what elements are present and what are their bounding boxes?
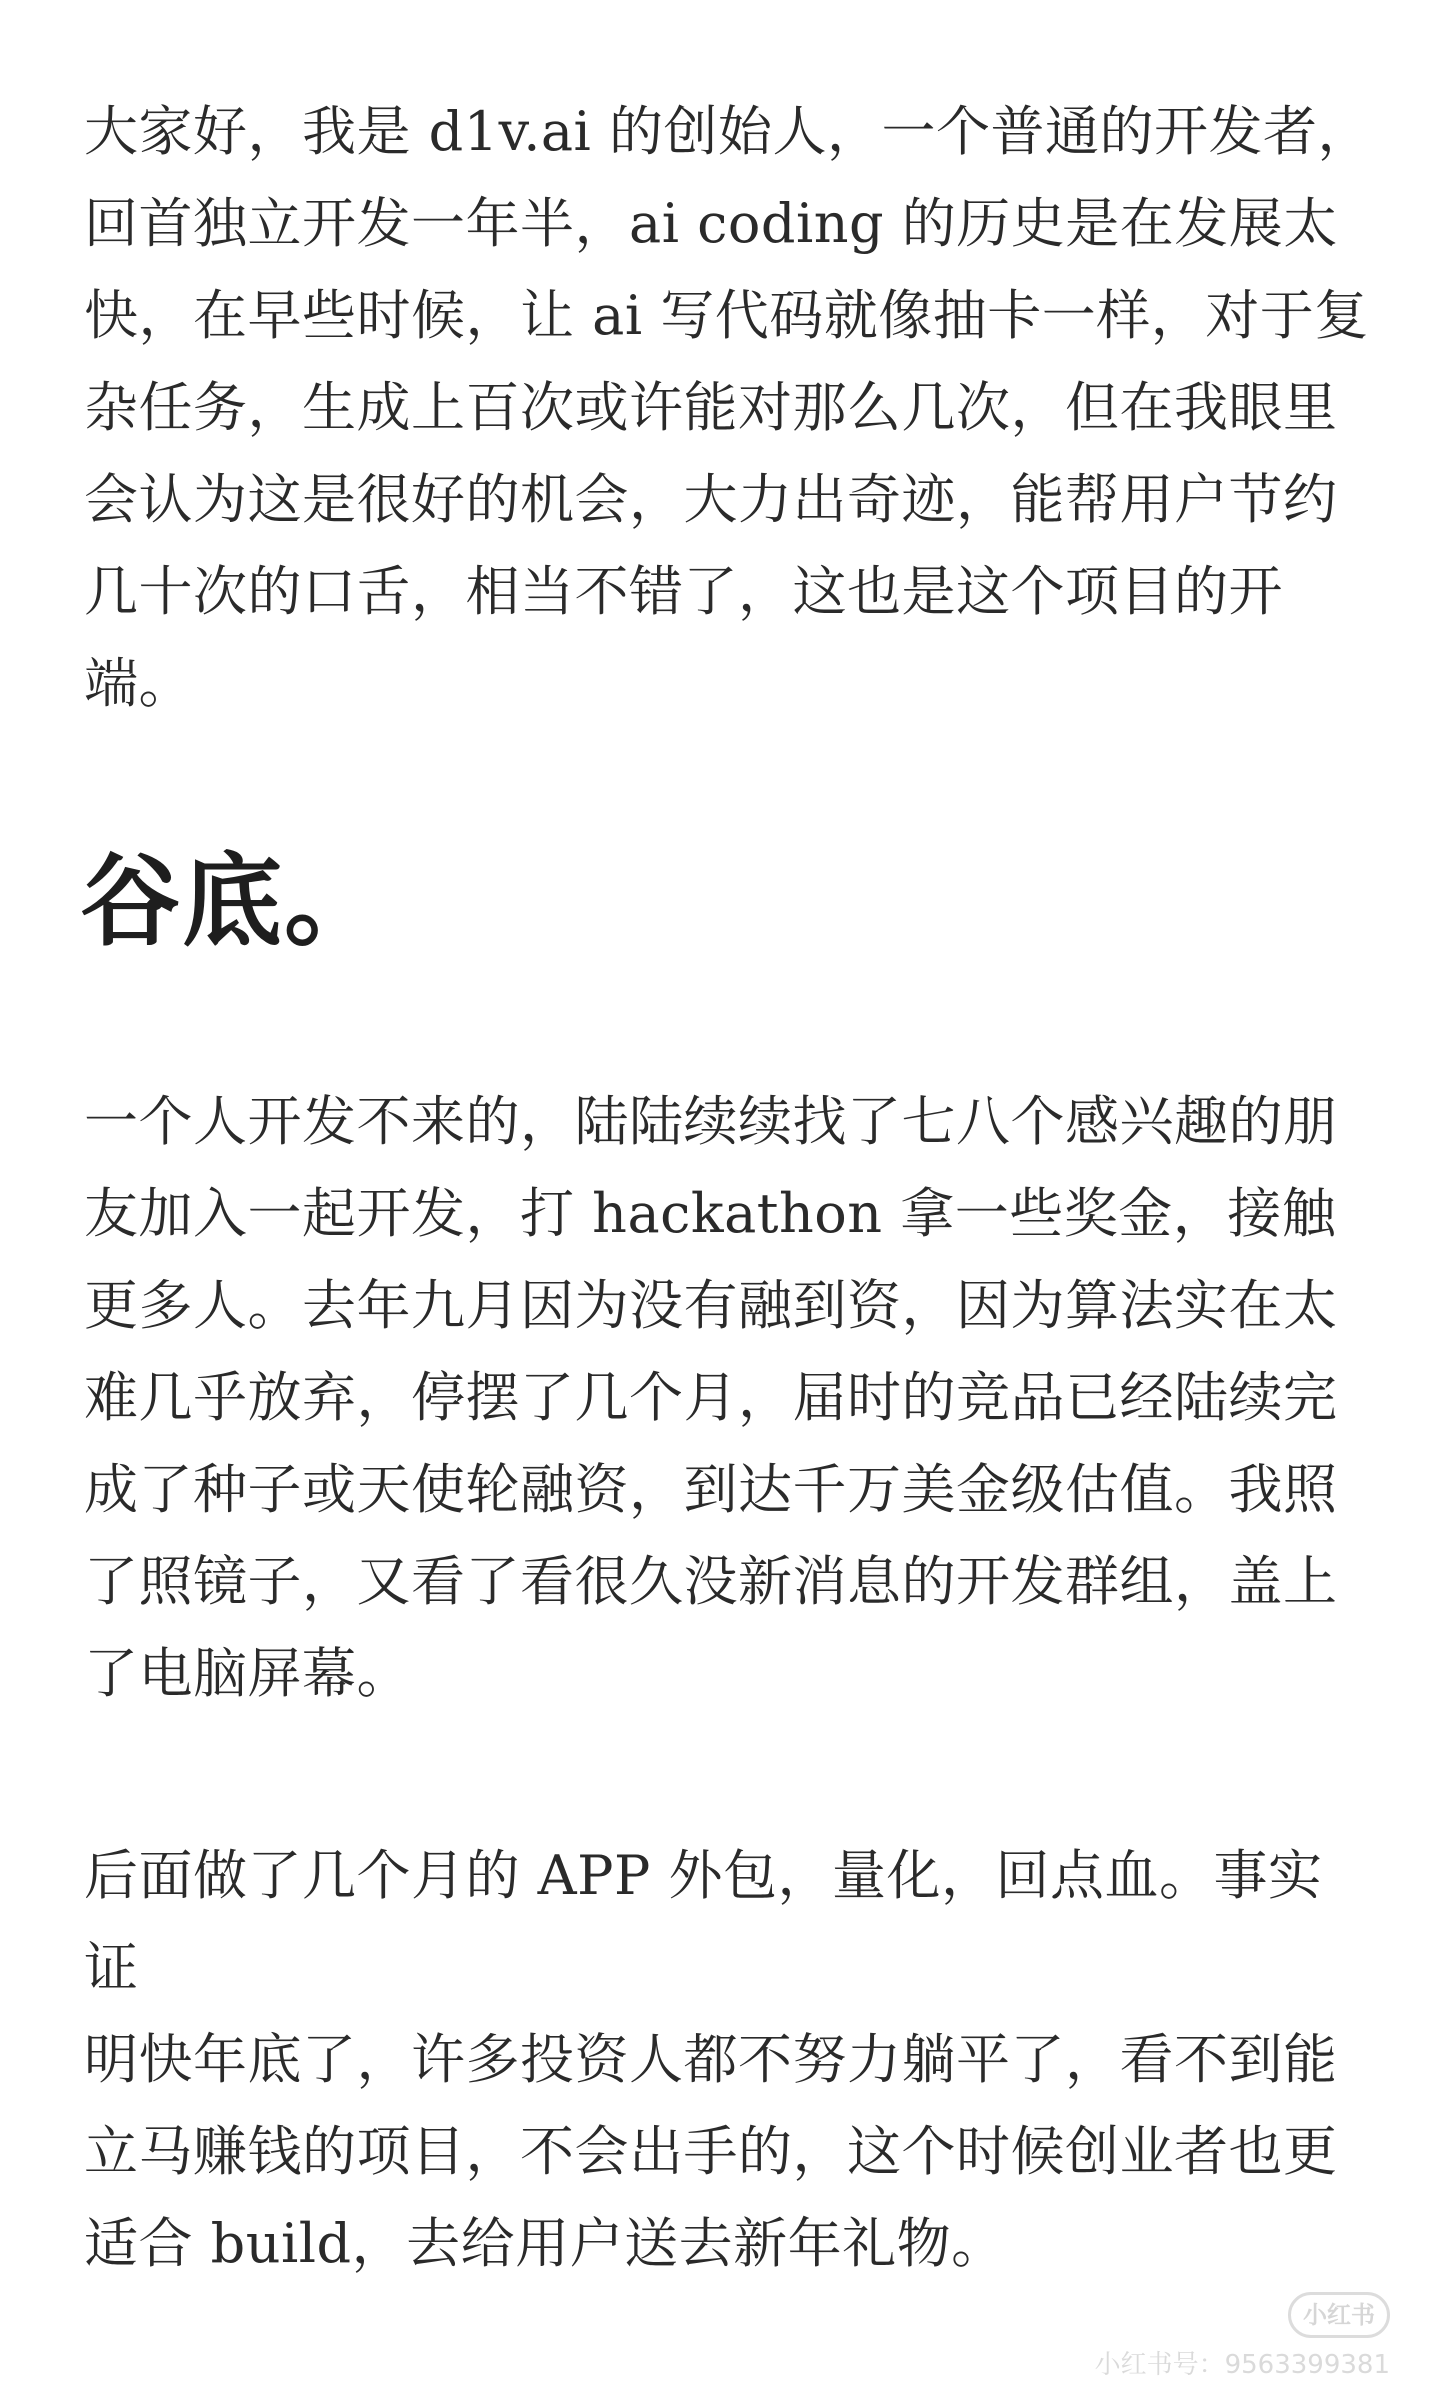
watermark-id: 小红书号：9563399381 bbox=[1094, 2350, 1390, 2380]
watermark bbox=[1010, 2290, 1410, 2390]
body-paragraph-1: 一个人开发不来的，陆陆续续找了七八个感兴趣的朋 友加入一起开发，打 hackathon 拿一些奖金，接触 更多人。去年九月因为没有融到资，因为算法实在太 难几乎放弃，停摆了几个月，届时的竞品已经陆续完 成了种子或天使轮融资，到达千万美金级估值。我照 了照镜子，又看了看很久没新消息的开发群组，盖上 了电脑屏幕。 bbox=[84, 1090, 1338, 1705]
intro-paragraph: 大家好，我是 d1v.ai 的创始人，一个普通的开发者， 回首独立开发一年半，ai coding 的历史是在发展太 快，在早些时候，让 ai 写代码就像抽卡一样，对于复 杂任务，生成上百次或许能对那么几次，但在我眼里 会认为这是很好的机会，大力出奇迹，能帮用户节约 几十次的口舌，相当不错了，这也是这个项目的开 端。 bbox=[84, 100, 1372, 715]
xiaohongshu-logo-icon: 小红书 bbox=[1288, 2292, 1390, 2338]
body-paragraph-2: 后面做了几个月的 APP 外包，量化，回点血。事实证 明快年底了，许多投资人都不努力躺平了，看不到能 立马赚钱的项目，不会出手的，这个时候创业者也更 适合 build，去给用户送去新年礼物。 bbox=[84, 1844, 1338, 2275]
section-heading: 谷底。 bbox=[80, 842, 386, 960]
